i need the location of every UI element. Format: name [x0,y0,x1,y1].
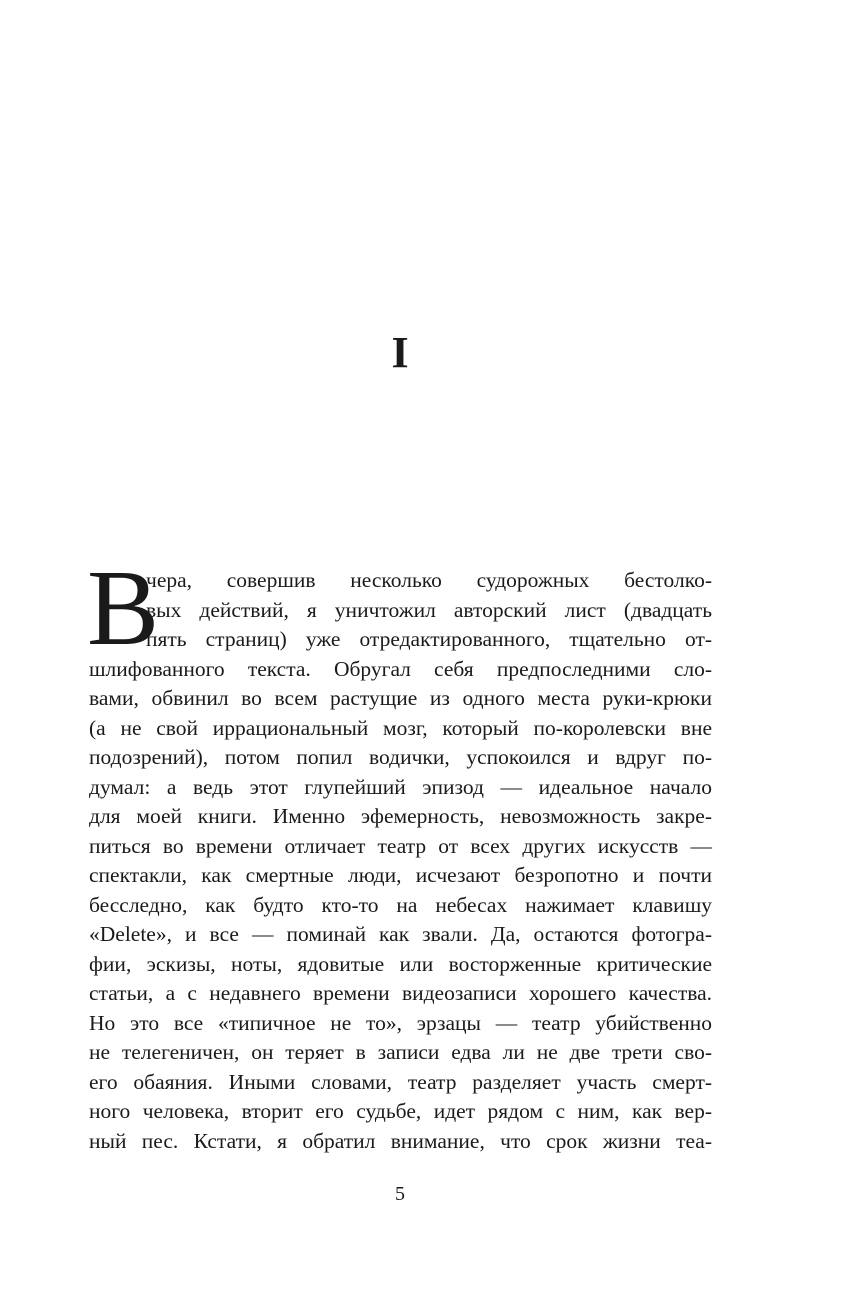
text-line: пять страниц) уже отредактированного, тщательно от- [146,627,712,651]
text-line: вых действий, я уничтожил авторский лист (двадцать [146,597,712,622]
text-line: (а не свой иррациональный мозг, который по-королевски вне [89,715,712,740]
body-text [87,549,712,1156]
text-line: Но это все «типичное не то», эрзацы — театр убийственно [89,1010,712,1035]
text-line: чера, совершив несколько судорожных бестолко- [146,568,712,592]
text-line: статьи, а с недавнего времени видеозаписи хорошего качества. [89,981,712,1005]
text-line: фии, эскизы, ноты, ядовитые или восторженные критические [89,951,712,976]
text-line: ный пес. Кстати, я обратил внимание, что срок жизни теа- [89,1128,712,1153]
text-line: подозрений), потом попил водички, успокоился и вдруг по- [89,745,712,769]
text-line: думал: а ведь этот глупейший эпизод — идеальное начало [89,774,712,799]
text-line: спектакли, как смертные люди, исчезают безропотно и почти [89,863,712,887]
page-number: 5 [395,1183,405,1205]
drop-cap: В [87,549,160,668]
text-line: вами, обвинил во всем растущие из одного места руки-крюки [89,686,712,710]
text-line: шлифованного текста. Обругал себя предпоследними сло- [89,656,712,681]
text-line: «Delete», и все — поминай как звали. Да, остаются фотогра- [89,922,712,946]
chapter-number: I [391,328,409,377]
text-line: не телегеничен, он теряет в записи едва ли не две трети сво- [89,1040,712,1064]
text-line: бесследно, как будто кто-то на небесах нажимает клавишу [89,892,712,917]
text-line: питься во времени отличает театр от всех других искусств — [89,833,712,858]
text-line: ного человека, вторит его судьбе, идет рядом с ним, как вер- [89,1099,712,1123]
text-line: его обаяния. Иными словами, театр разделяет участь смерт- [89,1069,712,1094]
text-line: для моей книги. Именно эфемерность, невозможность закре- [89,804,712,828]
